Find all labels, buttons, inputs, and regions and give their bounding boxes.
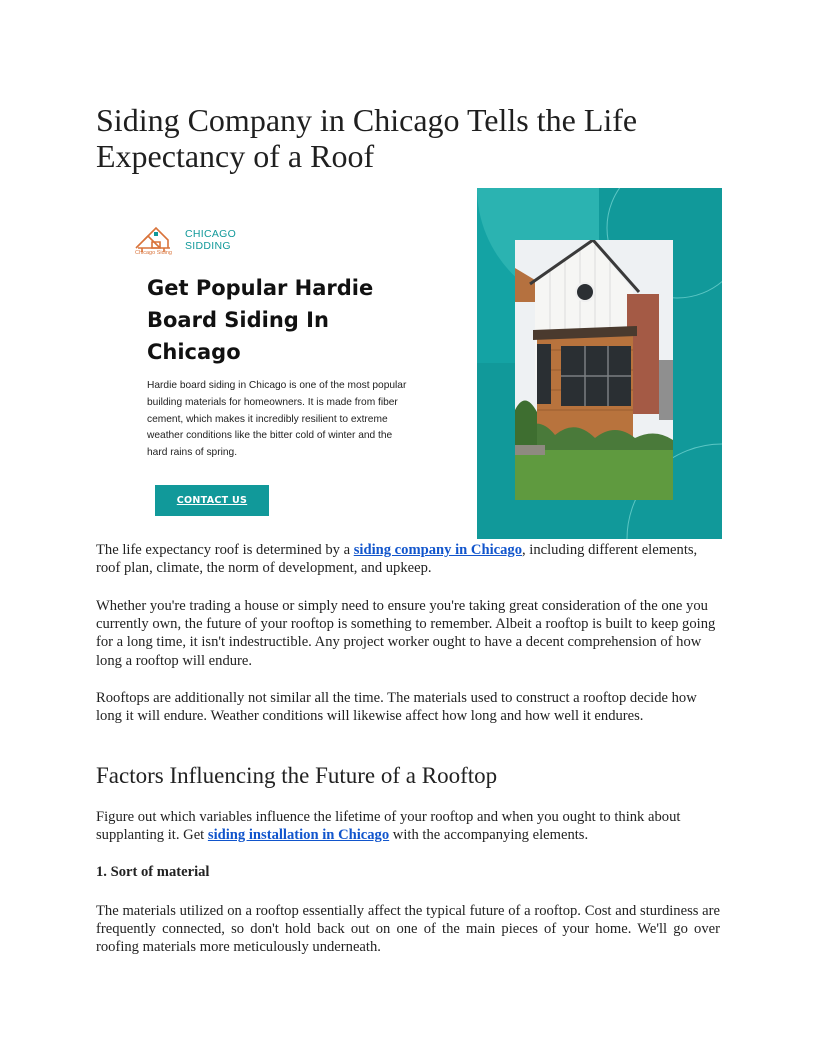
subheading-sort-of-material: 1. Sort of material	[96, 864, 210, 880]
logo-line-1: CHICAGO	[185, 228, 237, 240]
paragraph-rooftops-vary: Rooftops are additionally not similar all the time. The materials used to construct a rooftop decide how long it will endure. Weather conditions will likewise affect how long and how well it endures.	[96, 690, 697, 725]
paragraph-intro	[96, 541, 720, 577]
banner-headline: Get Popular Hardie Board Siding In Chicago	[147, 276, 374, 364]
text-run: with the accompanying elements.	[389, 827, 589, 844]
house-photo	[515, 240, 673, 500]
paragraph-factors-intro	[96, 808, 720, 844]
banner-image-panel	[477, 188, 722, 539]
logo-wordmark	[185, 228, 236, 252]
paragraph-trading-house: Whether you're trading a house or simply need to ensure you're taking great consideration of the one you currently own, the future of your rooftop is something to remember. Albeit a rooftop is built to keep going for a long time, it isn't indestructible. Any project worker ought to have a decent comprehension of how long a rooftop will endure.	[96, 598, 716, 669]
logo-line-2: SIDDING	[185, 240, 231, 252]
banner-body-text: Hardie board siding in Chicago is one of the most popular building materials for homeowners. It is made from fiber cement, which makes it incredibly resilient to extreme weather conditions like the bitter cold of winter and the hard rains of spring.	[147, 380, 407, 459]
promo-banner	[96, 188, 722, 539]
section-heading-factors: Factors Influencing the Future of a Rooftop	[96, 763, 498, 788]
text-run: , including different elements, roof plan, climate, the norm of development, and upkeep.	[96, 542, 698, 577]
paragraph-materials: The materials utilized on a rooftop essentially affect the typical future of a rooftop. Cost and sturdiness are frequently connected, so don't hold back out on one of the main pieces of your home. We'll go over roofing materials more meticulously underneath.	[96, 903, 720, 956]
siding-company-link[interactable]: siding company in Chicago	[353, 542, 522, 558]
contact-us-button[interactable]: CONTACT US	[155, 485, 269, 516]
document-title: Siding Company in Chicago Tells the Life Expectancy of a Roof	[96, 102, 638, 174]
logo-subtitle: Chicago Siding	[135, 250, 172, 256]
text-run: Figure out which variables influence the lifetime of your rooftop and when you ought to think about supplanting it. Get	[96, 809, 681, 844]
siding-installation-link[interactable]: siding installation in Chicago	[207, 827, 390, 844]
banner-text-panel	[96, 188, 477, 539]
text-run: The life expectancy roof is determined by a	[96, 542, 354, 558]
